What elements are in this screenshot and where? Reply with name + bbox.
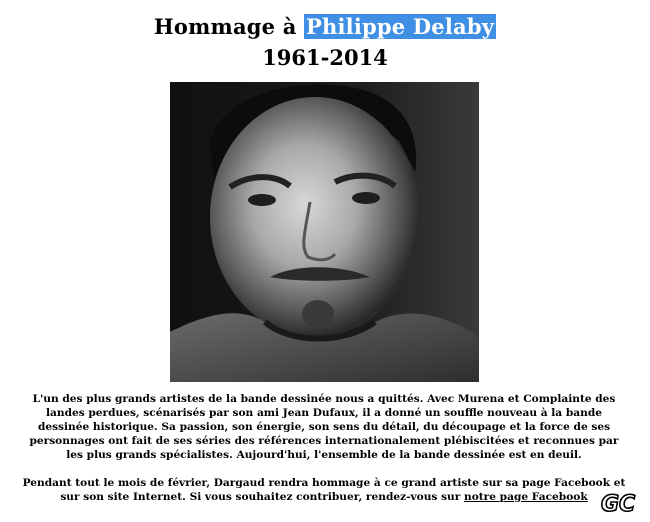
title-name-selected[interactable]: Philippe Delaby [306,14,495,39]
title-prefix: Hommage à [153,14,305,39]
intro-paragraph: L'un des plus grands artistes de la bande dessinée nous a quittés. Avec Murena et Complainte des landes perdues, scénarisés par son ami Jean Dufaux, il a donné un souffle nouveau à la bande dessinée historique. Sa passion, son énergie, son sens du détail, du découpage et la force de ses personnages ont fait de ses séries des références internationalement plébiscitées et reconnues par les plus grands spécialistes. Aujourd'hui, l'ensemble de la bande dessinée est en deuil. [29,393,619,461]
portrait-photo [170,82,479,382]
facebook-paragraph [22,476,626,504]
gc-logo-text: GC [601,492,636,516]
life-years: 1961-2014 [262,45,388,70]
facebook-page-link[interactable]: notre page Facebook [464,491,588,503]
gc-logo-icon [600,490,642,516]
page-title [0,14,650,40]
facebook-paragraph-text: Pendant tout le mois de février, Dargaud rendra hommage à ce grand artiste sur sa page Facebook et sur son site Internet. Si vous souhaitez contribuer, rendez-vous sur [22,477,626,503]
